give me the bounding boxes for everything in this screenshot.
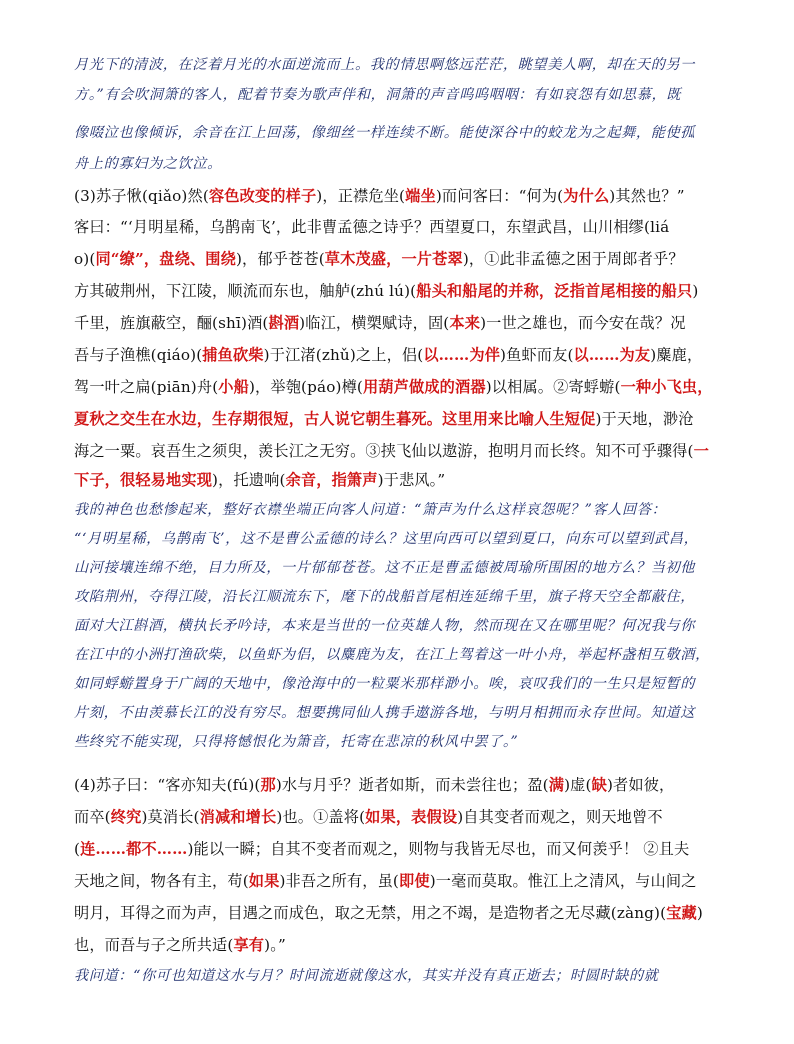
text-run: 天地之间，物各有主，苟( [74,872,249,890]
annotation: 享有 [233,936,265,954]
text-run: ) [692,282,699,300]
text-run: )临江，横槊赋诗，固( [299,314,450,332]
text-run: )麋鹿， [650,346,703,364]
text-run: 吾与子渔樵(qiáo)( [74,346,203,364]
text-line: 月光下的清波，在泛着月光的水面逆流而上。我的情思啊悠远茫茫，眺望美人啊，却在天的另一 [74,57,696,73]
underlined-sentence: 此非孟德之困于周郎者乎 [499,250,669,268]
text-run: (4)苏子曰：“客亦知夫(fú)( [74,776,261,794]
text-run: )非吾之所有，虽( [279,872,399,890]
annotation: 用葫芦做成的酒器 [363,378,486,396]
text-run: 海之一粟。哀吾生之须臾，羡长江之无穷。③ [74,442,381,460]
text-run: )以相属。②寄蜉蝣( [485,378,621,396]
text-run: )于悲风。” [377,471,446,489]
annotation: 如果 [248,872,280,890]
text-run: )者如彼， [606,776,675,794]
text-line [74,185,734,206]
text-run: )也。① [276,808,329,826]
text-run: )一世之雄也，而今安在哉？况 [480,314,686,332]
text-line [74,376,734,397]
annotation: 小船 [218,378,249,396]
text-line: 山河接壤连绵不绝，目力所及，一片郁郁苍苍。这不正是曹孟德被周瑜所围困的地方么？当初他 [74,560,696,576]
text-run: 客曰：“‘月明星稀，乌鹊南飞’，此非曹孟德之诗乎？西望夏口，东望武昌，山川相缪(liá [74,218,670,236]
text-line: 方。”有会吹洞箫的客人，配着节奏为歌声伴和，洞箫的声音呜呜咽咽：有如哀怨有如思慕，既 [74,87,682,103]
text-run: )其然也？” [609,187,685,205]
text-run: )鱼虾而友( [500,346,574,364]
text-run: )，正襟危坐( [316,187,406,205]
text-run: 。知不可乎骤得( [580,442,694,460]
text-run: 。惟江上之清风，与山间之 [512,872,697,890]
underlined-sentence [74,872,512,891]
text-run: )于天地，渺沧 [595,410,694,428]
text-run: 方其破荆州，下江陵，顺流而东也，舳舻(zhú lú)( [74,282,417,300]
underlined-sentence [328,808,662,827]
text-run: )。” [264,936,286,954]
text-line [74,806,734,827]
text-line: 片刻，不由羡慕长江的没有穷尽。想要携同仙人携手遨游各地，与明月相拥而永存世间。知道这 [74,705,696,721]
text-line: 在江中的小洲打渔砍柴，以鱼虾为侣，以麋鹿为友，在江上驾着这一叶小舟，举起杯盏相互敬酒， [74,647,710,663]
underlined-sentence [74,840,531,859]
annotation: 本来 [449,314,481,332]
annotation: 一 [693,442,709,460]
annotation: 夏秋之交生在水边，生存期很短，古人说它朝生暮死。这里用来比喻人生短促 [74,410,596,428]
annotation: 为什么 [563,187,610,205]
text-run: 也，而吾与子之所共适( [74,936,234,954]
text-run: )，举匏(páo)樽( [248,378,363,396]
text-line: 如同蜉蝣置身于广阔的天地中，像沧海中的一粒粟米那样渺小。唉，哀叹我们的一生只是短暂的 [74,676,696,692]
text-run: ) [696,904,703,922]
annotation: 一种小飞虫， [620,378,713,396]
underlined-sentence: 且夫 [658,840,690,858]
text-run: (3)苏子愀(qiǎo)然( [74,187,209,205]
text-run: ？ [668,250,684,268]
text-run: ( [74,840,81,858]
text-line: 像啜泣也像倾诉，余音在江上回荡，像细丝一样连续不断。能使深谷中的蛟龙为之起舞，能使孤 [74,125,696,141]
text-run: )于江渚(zhǔ)之上，侣( [263,346,424,364]
text-line [74,280,734,301]
text-run: ，而又何羡乎！ ② [530,840,659,858]
text-run: )虚( [564,776,592,794]
annotation: 船头和船尾的并称，泛指首尾相接的船只 [416,282,693,300]
annotation: 那 [260,776,276,794]
text-line: 我问道：“你可也知道这水与月？时间流逝就像这水，其实并没有真正逝去；时圆时缺的就 [74,968,659,984]
text-run: )莫消长( [141,808,200,826]
annotation: 连……都不…… [80,840,188,858]
annotation: 斟酒 [268,314,300,332]
annotation: 草木茂盛，一片苍翠 [324,250,463,268]
text-line [74,440,734,461]
text-run: 而卒( [74,808,111,826]
text-line [74,344,734,365]
annotation: 容色改变的样子 [208,187,317,205]
text-run: 千里，旌旗蔽空，酾(shī)酒( [74,314,269,332]
annotation: 捕鱼砍柴 [202,346,264,364]
annotation: 终究 [110,808,142,826]
text-run: )，郁乎苍苍( [235,250,325,268]
text-line [74,469,734,490]
text-line [74,902,734,923]
annotation: 即使 [399,872,430,890]
text-run: )，托遗响( [212,471,286,489]
text-line [74,934,734,955]
annotation: 宝藏 [666,904,697,922]
annotation: 端坐 [405,187,436,205]
text-line: 攻陷荆州，夺得江陵，沿长江顺流东下，麾下的战船首尾相连延绵千里，旗子将天空全都蔽住， [74,589,696,605]
text-line [74,774,734,795]
text-run: )一毫而莫取 [429,872,513,890]
annotation: 同“缭”，盘绕、围绕 [95,250,236,268]
text-line: 我的神色也愁惨起来，整好衣襟坐端正向客人问道：“箫声为什么这样哀怨呢？”客人回答： [74,502,667,518]
annotation: 如果，表假设 [365,808,458,826]
text-run: )自其变者而观之，则天地曾不 [457,808,663,826]
annotation: 消减和增长 [199,808,277,826]
text-run: 盖将( [328,808,366,826]
text-line [74,312,734,333]
text-line [74,870,734,891]
text-run: )水与月乎？逝者如斯，而未尝往也；盈( [275,776,549,794]
text-line: 些终究不能实现，只得将憾恨化为箫音，托寄在悲凉的秋风中罢了。” [74,734,519,750]
text-run: o)( [74,250,96,268]
underlined-sentence: 挟飞仙以遨游，抱明月而长终 [380,442,581,460]
annotation: 缺 [591,776,607,794]
annotation: 下子，很轻易地实现 [74,471,213,489]
text-run: 驾一叶之扁(piān)舟( [74,378,219,396]
annotation: 以……为友 [573,346,651,364]
text-line: “‘月明星稀，乌鹊南飞’，这不是曹公孟德的诗么？这里向西可以望到夏口，向东可以望到武昌， [74,531,699,547]
text-run: )能以一瞬；自其不变者而观之，则物与我皆无尽也 [187,840,531,858]
text-line [74,248,734,269]
annotation: 满 [548,776,565,794]
text-line [74,216,734,237]
text-run: )而问客曰：“何为( [435,187,564,205]
text-line: 面对大江斟酒，横执长矛吟诗，本来是当世的一位英雄人物，然而现在又在哪里呢？何况我与你 [74,618,696,634]
text-run: 明月，耳得之而为声，目遇之而成色，取之无禁，用之不竭，是造物者之无尽藏(zàng)( [74,904,667,922]
annotation: 余音，指箫声 [285,471,378,489]
text-line [74,408,734,429]
text-line [74,838,734,859]
text-line: 舟上的寡妇为之饮泣。 [74,156,222,172]
annotation: 以……为伴 [423,346,501,364]
text-run: )，① [462,250,500,268]
